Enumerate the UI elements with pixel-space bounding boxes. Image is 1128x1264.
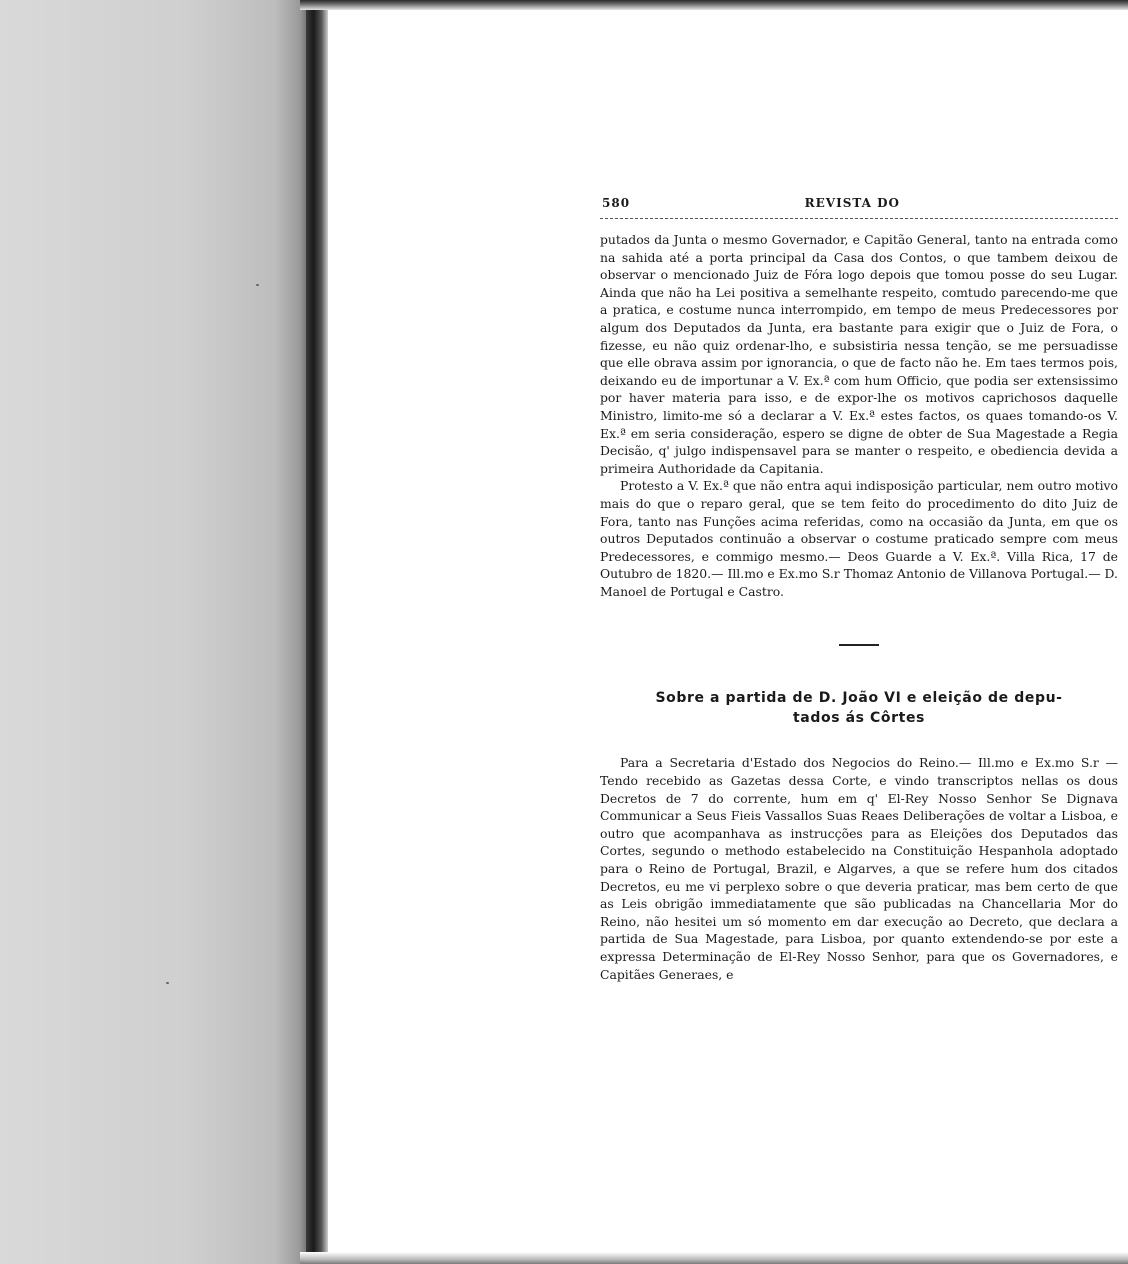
- section-title: [600, 688, 1118, 728]
- letter-paragraph-1: putados da Junta o mesmo Governador, e Capitão General, tanto na entrada como na sahida até a porta principal da Casa dos Contos, o que tambem deixou de observar o mencionado Juiz de Fóra logo depois que tomou posse do seu Lugar. Ainda que não ha Lei positiva a semelhante respeito, comtudo parecendo-me que a pratica, e costume nunca interrompido, em tempo de meus Predecessores por algum dos Deputados da Junta, era bastante para exigir que o Juiz de Fora, o fizesse, eu não quiz ordenar-lho, e subsistiria nessa tenção, se me persuadisse que elle obrava assim por ignorancia, o que de facto não he. Em taes termos pois, deixando eu de importunar a V. Ex.ª com hum Officio, que podia ser extensissimo por haver materia para isso, e de expor-lhe os motivos caprichosos daquelle Ministro, limito-me só a declarar a V. Ex.ª estes factos, os quaes tomando-os V. Ex.ª em seria consideração, espero se digne de obter de Sua Magestade a Regia Decisão, q' julgo indispensavel para se manter o respeito, e obediencia devida a primeira Authoridade da Capitania.: [600, 232, 1118, 476]
- section-title-line-2: tados ás Côrtes: [793, 710, 925, 727]
- letter-paragraph-2: Protesto a V. Ex.ª que não entra aqui indisposição particular, nem outro motivo mais do que o reparo geral, que se tem feito do procedimento do dito Juiz de Fora, tanto nas Funções acima referidas, como na occasião da Junta, em que os outros Deputados continuão a observar o costume praticado sempre com meus Predecessores, e commigo mesmo.— Deos Guarde a V. Ex.ª. Villa Rica, 17 de Outubro de 1820.— Ill.mo e Ex.mo S.r Thomaz Antonio de Villanova Portugal.— D. Manoel de Portugal e Castro.: [600, 478, 1118, 599]
- facing-page-edge: [0, 0, 312, 1264]
- paper-speck: [166, 982, 169, 984]
- running-title: REVISTA DO: [804, 196, 900, 210]
- paper-speck: [256, 284, 259, 286]
- page-top-edge: [300, 0, 1128, 10]
- section-separator: [839, 644, 879, 646]
- header-rule: [600, 218, 1118, 219]
- book-page: [600, 196, 1118, 983]
- section-title-line-1: Sobre a partida de D. João VI e eleição de depu-: [655, 690, 1063, 707]
- running-header: [600, 196, 1118, 210]
- book-spine-shadow: [306, 0, 328, 1264]
- section-paragraph-1: Para a Secretaria d'Estado dos Negocios do Reino.— Ill.mo e Ex.mo S.r — Tendo recebido as Gazetas dessa Corte, e vindo transcriptos nellas os dous Decretos de 7 do corrente, hum em q' El-Rey Nosso Senhor Se Dignava Communicar a Seus Fieis Vassallos Suas Reaes Deliberações de voltar a Lisboa, e outro que acompanhava as instrucções para as Eleições dos Deputados das Cortes, segundo o methodo estabelecido na Constituição Hespanhola adoptado para o Reino de Portugal, Brazil, e Algarves, a que se refere hum dos citados Decretos, eu me vi perplexo sobre o que deveria praticar, mas bem certo de que as Leis obrigão immediatamente que são publicadas na Chancellaria Mor do Reino, não hesitei um só momento em dar execução ao Decreto, que declara a partida de Sua Magestade, para Lisboa, por quanto extendendo-se por este a expressa Determinação de El-Rey Nosso Senhor, para que os Governadores, e Capitães Generaes, e: [600, 755, 1118, 982]
- page-bottom-edge: [300, 1252, 1128, 1264]
- page-number: 580: [602, 196, 631, 210]
